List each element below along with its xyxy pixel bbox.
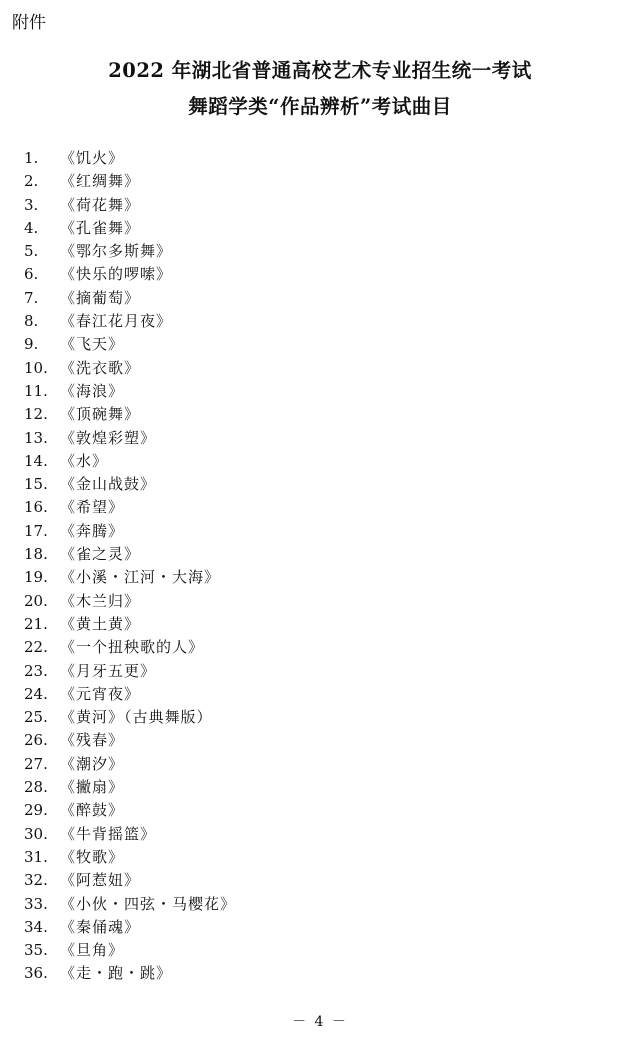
item-title: 《飞天》 [60,335,125,354]
item-number: 28. [24,778,48,797]
list-item [24,939,236,962]
list-item [24,240,236,263]
list-item [24,310,236,333]
item-number: 35. [24,941,48,960]
item-number: 27. [24,754,48,773]
list-item [24,520,236,543]
document-title-line-1: 2022 年湖北省普通高校艺术专业招生统一考试 [108,59,532,82]
document-title-line-2: 舞蹈学类“作品辨析”考试曲目 [188,95,452,118]
item-number: 7. [24,288,39,307]
attachment-label: 附件 [12,13,46,33]
item-number: 21. [24,614,48,633]
list-item [24,846,236,869]
list-item [24,217,236,240]
item-title: 《敦煌彩塑》 [60,428,157,447]
item-title: 《摘葡萄》 [60,288,141,307]
list-item [24,450,236,473]
item-title: 《牧歌》 [60,847,125,866]
page-number: － 4 － [292,1014,348,1030]
item-number: 6. [24,265,39,284]
list-item [24,636,236,659]
item-title: 《奔腾》 [60,521,125,540]
item-title: 《走・跑・跳》 [60,964,173,983]
item-number: 30. [24,824,48,843]
list-item [24,613,236,636]
item-number: 26. [24,731,48,750]
item-number: 12. [24,405,48,424]
item-number: 14. [24,451,48,470]
item-title: 《残春》 [60,731,125,750]
item-title: 《水》 [60,451,109,470]
item-title: 《醉鼓》 [60,801,125,820]
item-title: 《春江花月夜》 [60,312,173,331]
item-title: 《黄土黄》 [60,614,141,633]
list-item [24,776,236,799]
item-number: 1. [24,149,39,167]
list-item [24,427,236,450]
item-title: 《木兰归》 [60,591,141,610]
item-number: 32. [24,871,48,890]
list-item [24,916,236,939]
list-item [24,380,236,403]
item-title: 《牛背摇篮》 [60,824,157,843]
item-number: 3. [24,195,39,214]
list-item [24,683,236,706]
item-title: 《洗衣歌》 [60,358,141,377]
item-number: 4. [24,218,39,237]
item-title: 《快乐的啰嗦》 [60,265,173,284]
item-title: 《荷花舞》 [60,195,141,214]
item-title: 《鄂尔多斯舞》 [60,242,173,261]
list-item [24,194,236,217]
list-item [24,753,236,776]
list-item [24,823,236,846]
item-title: 《潮汐》 [60,754,125,773]
item-number: 13. [24,428,48,447]
item-number: 22. [24,638,48,657]
item-title: 《小溪・江河・大海》 [60,568,221,587]
list-item [24,333,236,356]
item-number: 33. [24,894,48,913]
list-item [24,403,236,426]
item-number: 8. [24,312,39,331]
item-title: 《顶碗舞》 [60,405,141,424]
item-title: 《小伙・四弦・马樱花》 [60,894,237,913]
item-title: 《阿惹妞》 [60,871,141,890]
item-number: 20. [24,591,48,610]
item-number: 18. [24,545,48,564]
list-item [24,170,236,193]
list-item [24,869,236,892]
list-item [24,263,236,286]
item-number: 36. [24,964,48,983]
list-item [24,496,236,519]
list-item [24,147,236,170]
item-title: 《红绸舞》 [60,172,141,191]
list-item [24,566,236,589]
item-number: 16. [24,498,48,517]
item-number: 5. [24,242,39,261]
item-number: 11. [24,381,48,400]
list-item [24,287,236,310]
item-number: 15. [24,475,48,494]
item-title: 《月牙五更》 [60,661,157,680]
list-item [24,357,236,380]
item-title: 《海浪》 [60,381,125,400]
item-title: 《撇扇》 [60,778,125,797]
item-number: 19. [24,568,48,587]
item-title: 《元宵夜》 [60,684,141,703]
item-number: 17. [24,521,48,540]
list-item [24,660,236,683]
list-item [24,962,236,985]
list-item [24,473,236,496]
item-title: 《旦角》 [60,941,125,960]
item-title: 《饥火》 [60,149,125,167]
repertoire-list [24,147,236,986]
item-number: 9. [24,335,39,354]
item-number: 34. [24,917,48,936]
item-title: 《希望》 [60,498,125,517]
item-title: 《孔雀舞》 [60,218,141,237]
list-item [24,590,236,613]
list-item [24,799,236,822]
list-item [24,706,236,729]
item-number: 10. [24,358,48,377]
list-item [24,893,236,916]
item-title: 《黄河》（古典舞版） [60,708,213,727]
item-number: 29. [24,801,48,820]
item-number: 24. [24,684,48,703]
item-number: 31. [24,847,48,866]
list-item [24,543,236,566]
item-title: 《雀之灵》 [60,545,141,564]
list-item [24,729,236,752]
item-number: 25. [24,708,48,727]
item-title: 《秦俑魂》 [60,917,141,936]
item-number: 23. [24,661,48,680]
item-number: 2. [24,172,39,191]
item-title: 《金山战鼓》 [60,475,157,494]
item-title: 《一个扭秧歌的人》 [60,638,205,657]
